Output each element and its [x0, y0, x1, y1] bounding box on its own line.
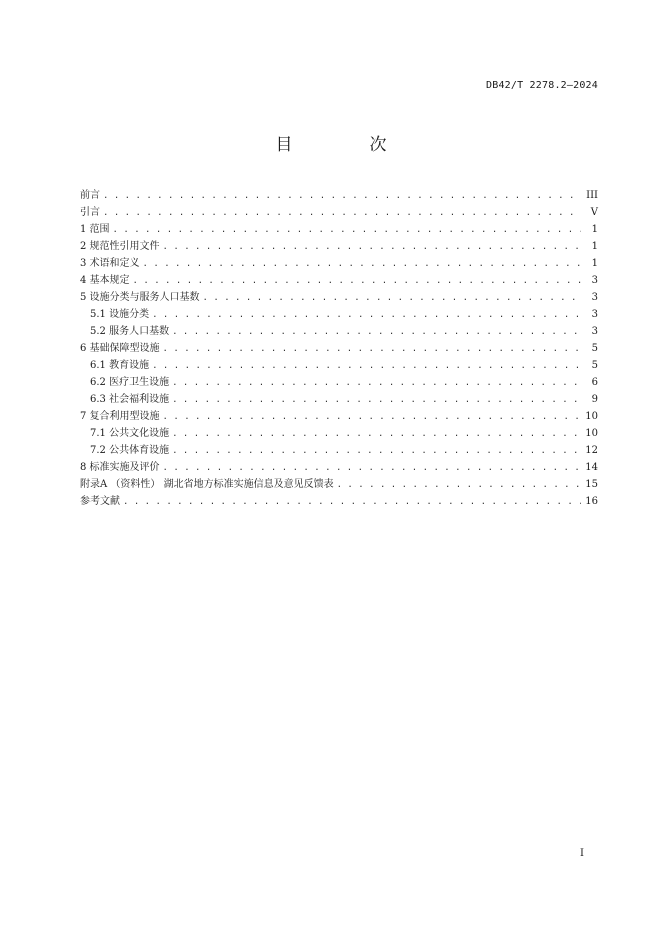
toc-entry[interactable]	[80, 339, 598, 356]
toc-entry-page: 10	[585, 411, 598, 422]
page-number: I	[580, 848, 584, 859]
toc-entry[interactable]	[80, 407, 598, 424]
toc-entry-page: III	[586, 190, 598, 201]
toc-dot-leader	[172, 446, 581, 456]
toc-entry[interactable]	[80, 390, 598, 407]
toc-entry[interactable]	[80, 458, 598, 475]
toc-entry-label: 5.1 设施分类	[90, 309, 150, 320]
toc-entry-label: 6.1 教育设施	[90, 360, 150, 371]
toc-entry[interactable]	[80, 254, 598, 271]
toc-entry[interactable]	[80, 237, 598, 254]
toc-entry-page: 1	[591, 224, 598, 235]
toc-entry-page: 10	[585, 428, 598, 439]
toc-dot-leader	[163, 463, 581, 473]
toc-entry[interactable]	[80, 424, 598, 441]
toc-dot-leader	[163, 412, 581, 422]
toc-entry[interactable]	[80, 186, 598, 203]
toc-entry-label: 5.2 服务人口基数	[90, 326, 170, 337]
toc-entry-page: 5	[591, 360, 598, 371]
toc-entry[interactable]	[80, 322, 598, 339]
toc-entry-label: 参考文献	[80, 496, 120, 507]
toc-dot-leader	[123, 497, 581, 507]
toc-dot-leader	[203, 293, 581, 303]
toc-entry-page: 3	[591, 275, 598, 286]
toc-entry[interactable]	[80, 271, 598, 288]
toc-entry[interactable]	[80, 373, 598, 390]
toc-entry-label: 前言	[80, 190, 100, 201]
toc-dot-leader	[172, 395, 581, 405]
toc-dot-leader	[172, 378, 581, 388]
toc-entry-page: 9	[591, 394, 598, 405]
toc-entry-label: 7.2 公共体育设施	[90, 445, 170, 456]
toc-entry-label: 6.2 医疗卫生设施	[90, 377, 170, 388]
toc-entry-page: 15	[585, 479, 598, 490]
toc-entry-label: 2 规范性引用文件	[80, 241, 160, 252]
toc-entry-page: 3	[591, 292, 598, 303]
toc-entry-label: 1 范围	[80, 224, 110, 235]
toc-entry-label: 3 术语和定义	[80, 258, 140, 269]
toc-entry-label: 5 设施分类与服务人口基数	[80, 292, 200, 303]
toc-entry[interactable]	[80, 220, 598, 237]
toc-entry-page: 5	[591, 343, 598, 354]
toc-dot-leader	[143, 259, 581, 269]
toc-entry-page: 1	[591, 241, 598, 252]
toc-dot-leader	[152, 310, 581, 320]
toc-dot-leader	[133, 276, 581, 286]
toc-dot-leader	[337, 480, 581, 490]
toc-entry[interactable]	[80, 203, 598, 220]
table-of-contents	[80, 186, 598, 509]
toc-dot-leader	[103, 208, 581, 218]
toc-dot-leader	[152, 361, 581, 371]
toc-entry-label: 8 标准实施及评价	[80, 462, 160, 473]
toc-entry-label: 引言	[80, 207, 100, 218]
toc-entry-label: 7.1 公共文化设施	[90, 428, 170, 439]
toc-entry[interactable]	[80, 356, 598, 373]
toc-entry-page: 1	[591, 258, 598, 269]
document-code: DB42/T 2278.2—2024	[486, 80, 598, 91]
toc-entry[interactable]	[80, 288, 598, 305]
toc-entry-label: 附录A （资料性） 湖北省地方标准实施信息及意见反馈表	[80, 479, 334, 490]
toc-entry[interactable]	[80, 492, 598, 509]
toc-dot-leader	[163, 242, 581, 252]
toc-dot-leader	[163, 344, 581, 354]
toc-entry-label: 7 复合利用型设施	[80, 411, 160, 422]
toc-entry-page: 12	[585, 445, 598, 456]
toc-entry-page: 3	[591, 309, 598, 320]
toc-entry[interactable]	[80, 305, 598, 322]
toc-entry[interactable]	[80, 475, 598, 492]
toc-entry-label: 6.3 社会福利设施	[90, 394, 170, 405]
toc-entry-label: 4 基本规定	[80, 275, 130, 286]
toc-entry-page: 16	[585, 496, 598, 507]
toc-entry-page: 14	[585, 462, 598, 473]
toc-entry-page: 3	[591, 326, 598, 337]
toc-entry[interactable]	[80, 441, 598, 458]
toc-entry-page: 6	[591, 377, 598, 388]
toc-dot-leader	[172, 327, 581, 337]
toc-entry-page: V	[590, 207, 598, 218]
toc-dot-leader	[172, 429, 581, 439]
toc-dot-leader	[103, 191, 581, 201]
page-title: 目 次	[275, 135, 417, 155]
toc-entry-label: 6 基础保障型设施	[80, 343, 160, 354]
toc-dot-leader	[113, 225, 581, 235]
